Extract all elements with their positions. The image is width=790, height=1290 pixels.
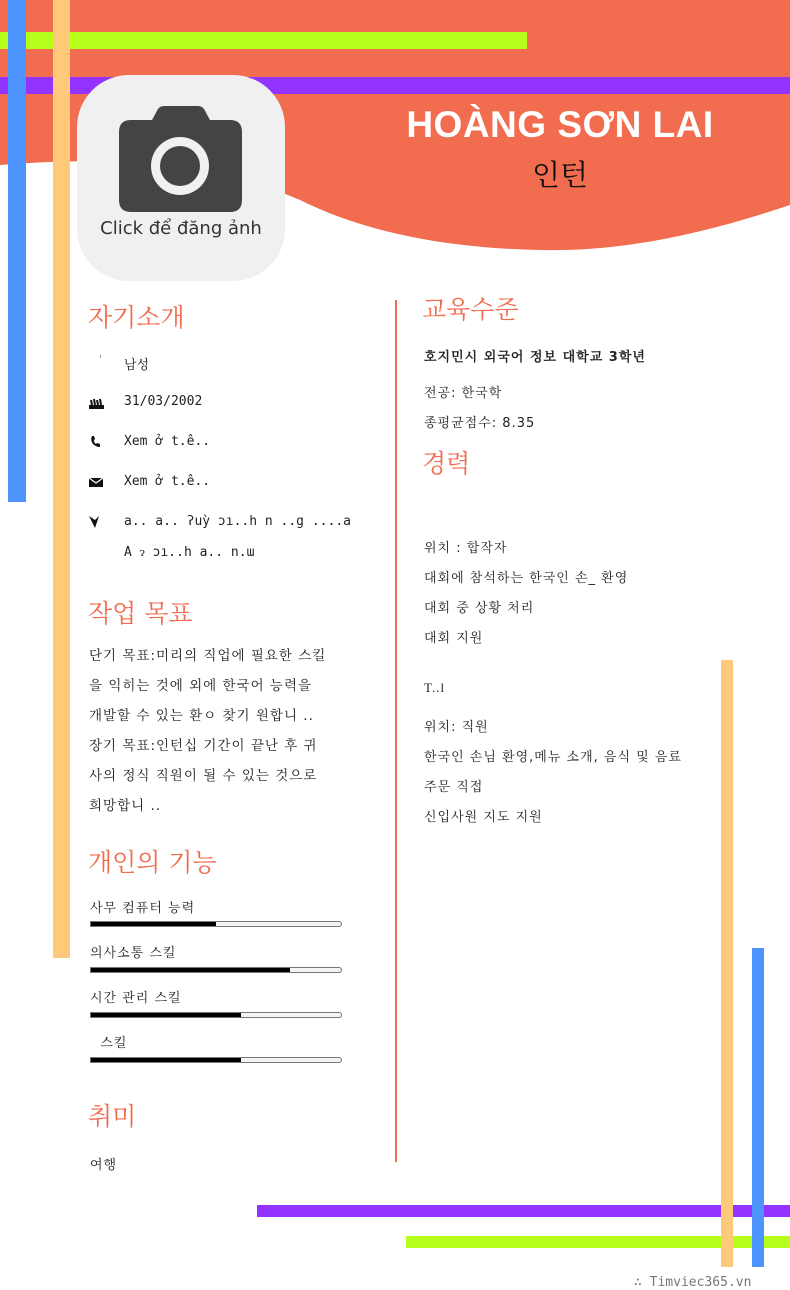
stripe-orange-right [721,660,733,1267]
section-title-hobbies: 취미 [88,1102,137,1131]
section-title-skills: 개인의 기능 [88,848,217,877]
education-gpa: 종평균점수: 8.35 [424,416,536,431]
section-title-experience: 경력 [422,449,471,478]
gender-icon [88,354,104,370]
skill-bar [90,967,342,973]
candidate-name: HOÀNG SƠN LAI [406,104,714,145]
stripe-lime-top [0,32,527,49]
education-school: 호지민시 외국어 정보 대학교 3학년 [424,350,646,365]
stripe-blue-left [8,0,26,502]
birthday-cake-icon [88,394,104,410]
objective-text: 단기 목표:미리의 직업에 필요한 스킬 을 익히는 것에 외에 한국어 능력을 개발할 수 있는 환ㅇ 찾기 원합니 .. 장기 목표:인턴십 기간이 끝난 후 귀 사의 정식 직원이 될 수 있는 것으로 희망합니 .. [89,648,327,814]
stripe-orange-left [53,0,70,958]
skill-label: 시간 관리 스킬 [90,991,182,1006]
job-duty: 대회에 참석하는 한국인 손_ 환영 [424,571,629,586]
phone-icon [88,434,104,450]
envelope-icon [88,474,104,490]
skill-label: 의사소통 스킬 [90,946,177,961]
education-major: 전공: 한국학 [424,386,503,401]
job-duty: 주문 직접 [424,780,484,795]
skill-label: 사무 컴퓨터 능력 [90,901,196,916]
job-heading: T..l [424,680,446,695]
avatar-upload-button[interactable] [77,75,285,281]
section-title-profile: 자기소개 [88,303,185,332]
hobby-item: 여행 [90,1158,118,1173]
skill-bar [90,1012,342,1018]
job-duty: 신입사원 지도 지원 [424,810,543,825]
skill-bar [90,1057,342,1063]
job-title: 인턴 [531,158,589,192]
section-title-objective: 작업 목표 [88,599,193,628]
column-divider [395,300,397,1162]
avatar-upload-caption: Click để đăng ảnh [100,218,262,239]
job-duty: 한국인 손님 환영,메뉴 소개, 음식 및 음료 [424,750,682,765]
skill-label: 스킬 [90,1036,128,1051]
watermark: ∴ Timviec365.vn [634,1275,752,1290]
skill-bar [90,921,342,927]
job-position: 위치 : 합작자 [424,541,508,556]
job-duty: 대회 중 상황 처리 [424,601,535,616]
section-title-education: 교육수준 [422,295,519,324]
job-position: 위치: 직원 [424,720,489,735]
camera-icon [118,106,243,214]
job-duty: 대회 지원 [424,631,484,646]
stripe-purple-bottom [257,1205,790,1217]
stripe-blue-right [752,948,764,1267]
map-marker-icon [88,514,104,530]
